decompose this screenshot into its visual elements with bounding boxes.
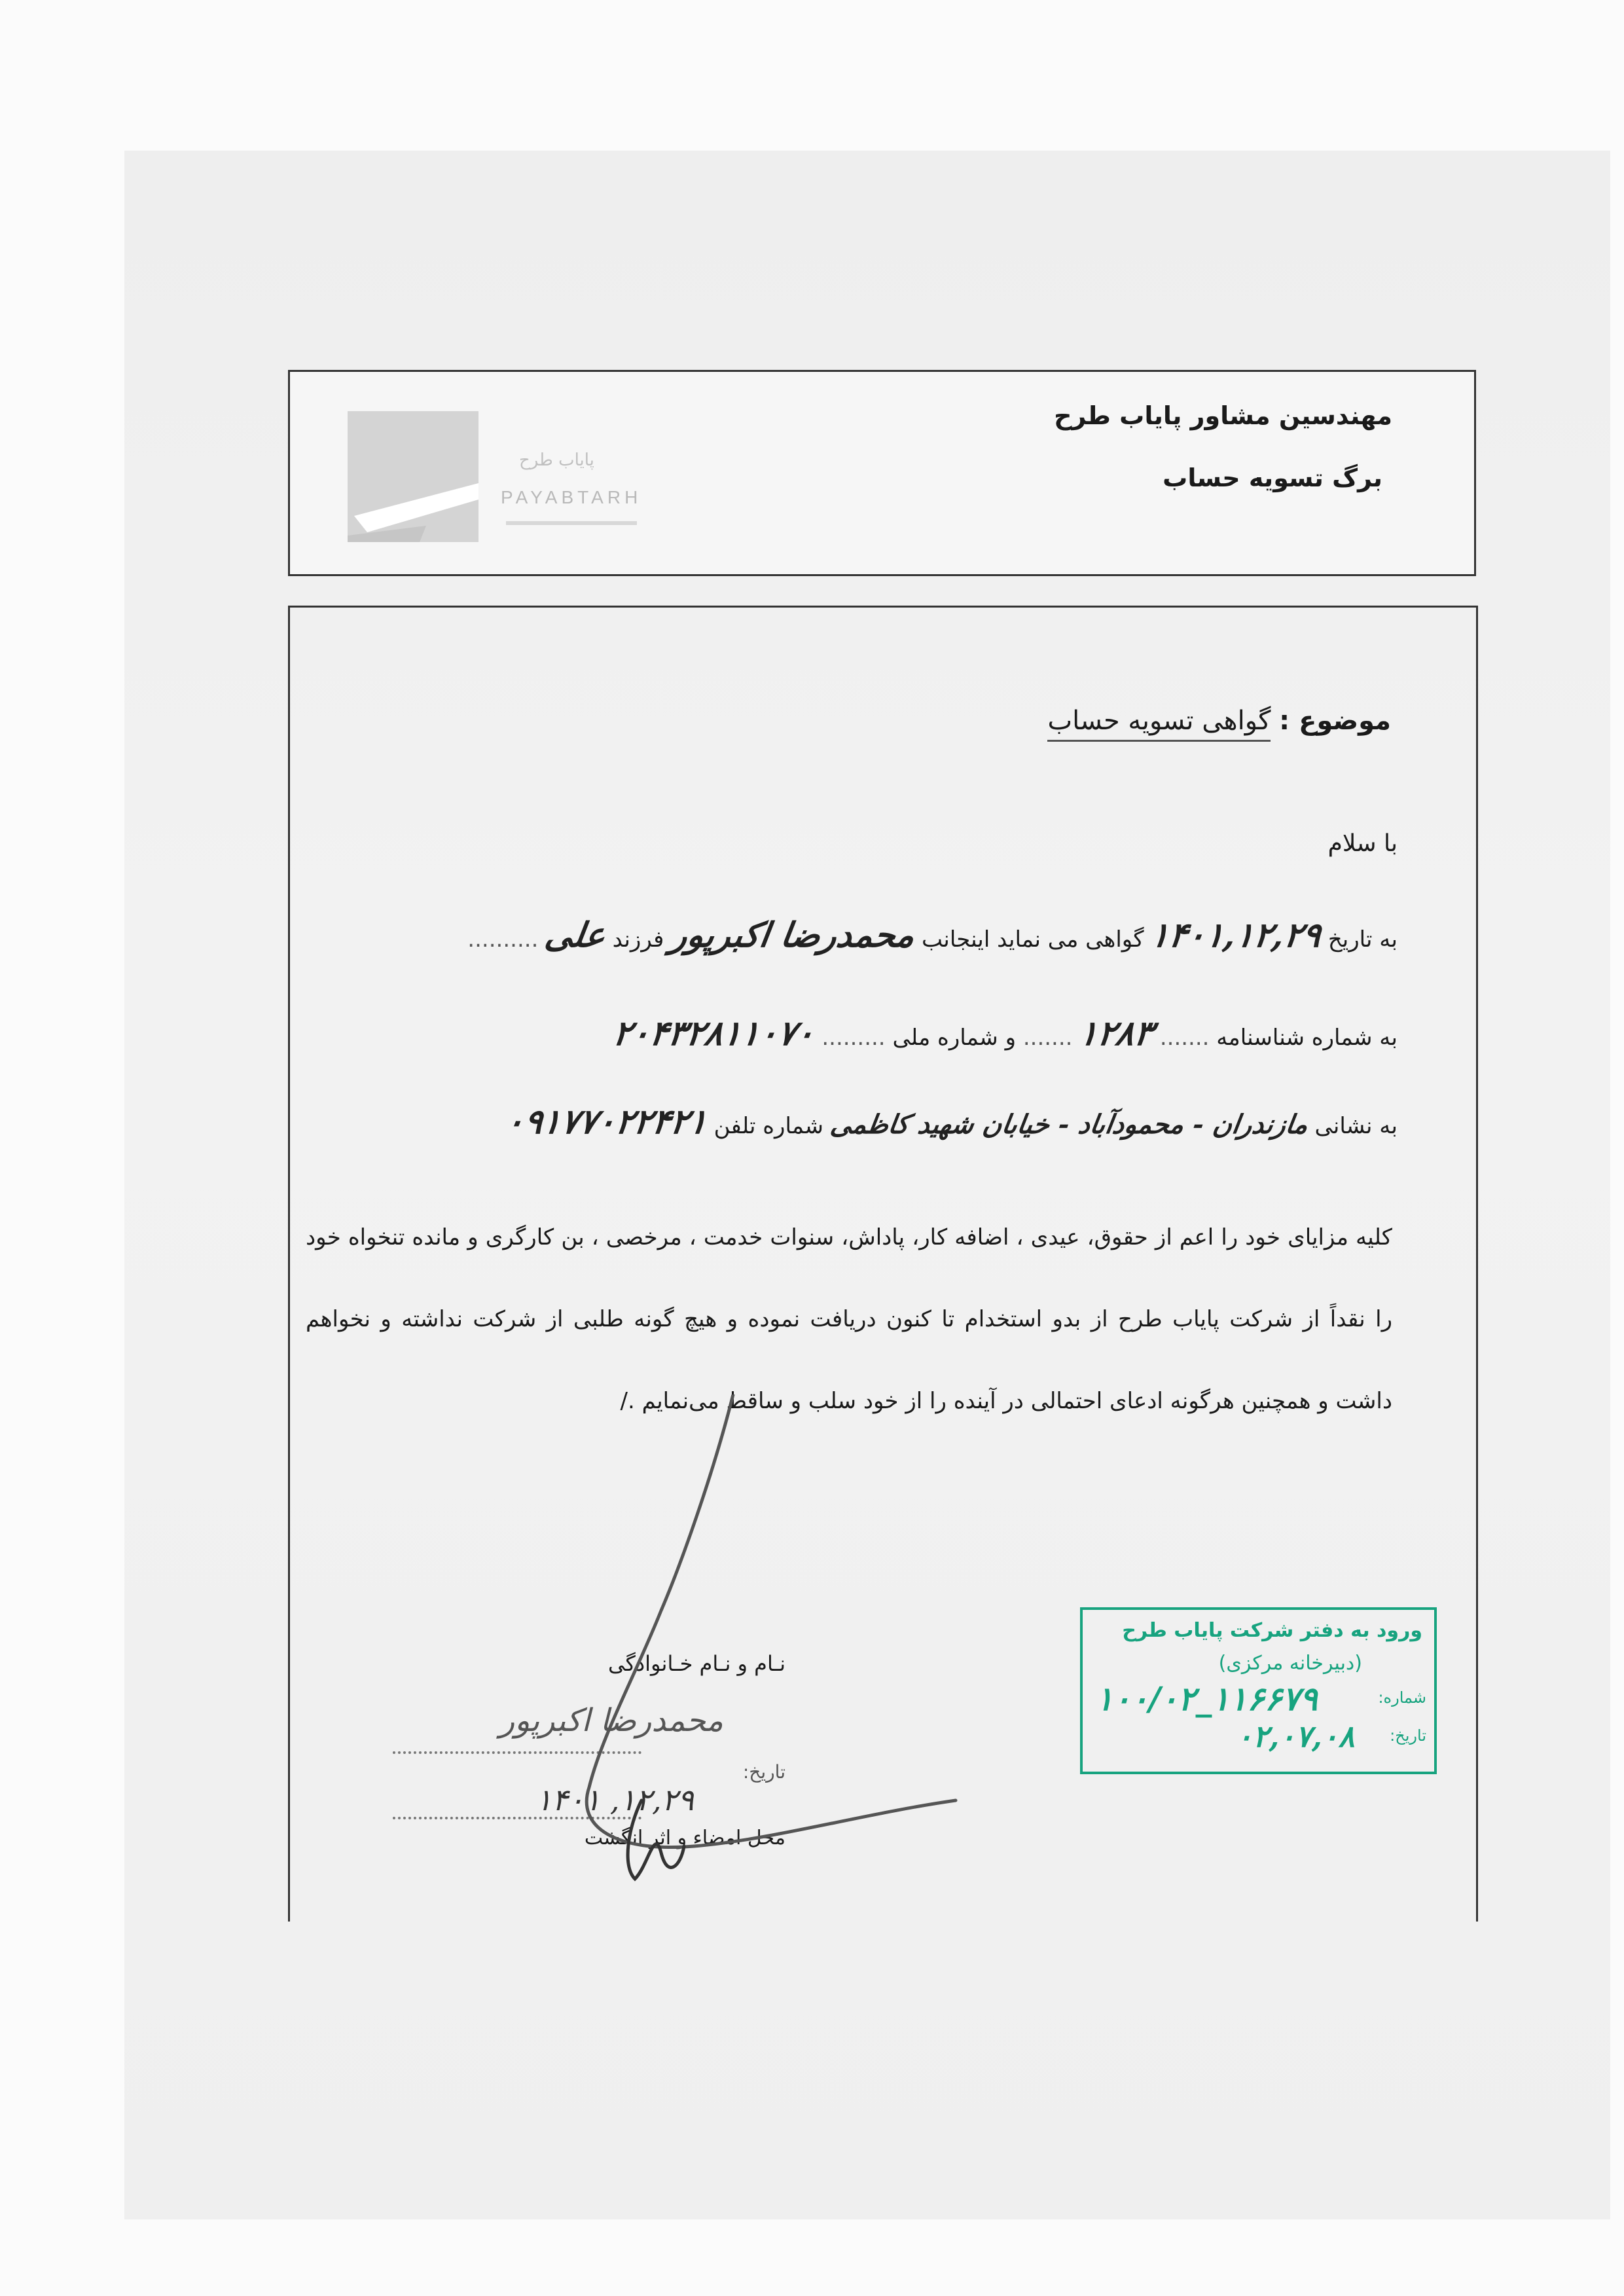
subject-line bbox=[1047, 706, 1391, 736]
registration-stamp bbox=[1080, 1607, 1437, 1774]
stamp-date: ۰۲,۰۷,۰۸ bbox=[1236, 1719, 1355, 1754]
line1-middle: گواهی می نماید اینجانب bbox=[922, 926, 1144, 953]
handwritten-father-name: علی bbox=[542, 915, 609, 955]
name-label: نـام و نـام خـانوادگی bbox=[607, 1651, 785, 1676]
dotted-fill: .......... bbox=[467, 926, 539, 953]
dotted-fill: ......... bbox=[821, 1025, 886, 1051]
handwritten-national-id: ۲۰۴۳۲۸۱۱۰۷۰ bbox=[611, 1013, 818, 1053]
dotted-fill: ....... bbox=[1022, 1025, 1073, 1051]
company-logo bbox=[348, 411, 498, 542]
stamp-title: ورود به دفتر شرکت پایاب طرح bbox=[1122, 1619, 1422, 1642]
company-name: مهندسین مشاور پایاب طرح bbox=[1054, 401, 1392, 430]
line3-prefix: به نشانی bbox=[1314, 1113, 1398, 1139]
stamp-subtitle: (دبیرخانه مرکزی) bbox=[1218, 1652, 1362, 1675]
line2-middle: و شماره ملی bbox=[892, 1025, 1017, 1051]
handwritten-date: ۱۴۰۱,۱۲,۲۹ bbox=[1148, 915, 1324, 955]
date-name-line bbox=[467, 915, 1398, 955]
handwritten-signer-date: ۱۴۰۱ ,۱۲,۲۹ bbox=[535, 1782, 694, 1817]
logo-tagline-bar bbox=[506, 521, 637, 525]
logo-text-fa: پایاب طرح bbox=[519, 450, 594, 470]
stamp-date-label: تاریخ: bbox=[1390, 1726, 1426, 1745]
handwritten-id-number: ۱۲۸۳ bbox=[1077, 1013, 1156, 1053]
line3-middle: شماره تلفن bbox=[713, 1113, 823, 1139]
line1-prefix: به تاریخ bbox=[1327, 926, 1398, 953]
line2-prefix: به شماره شناسنامه bbox=[1216, 1025, 1398, 1051]
handwritten-signature bbox=[563, 1394, 995, 1892]
handwritten-phone: ۰۹۱۷۷۰۲۲۴۲۱ bbox=[503, 1102, 710, 1142]
letterhead bbox=[288, 370, 1476, 576]
handwritten-full-name: محمدرضا اکبرپور bbox=[668, 915, 918, 955]
form-title: برگ تسویه حساب bbox=[1163, 464, 1382, 492]
signer-date-label: تاریخ: bbox=[742, 1761, 785, 1783]
stamp-number: ۱۰۰/۰۲_۱۱۶۶۷۹ bbox=[1096, 1679, 1318, 1718]
logo-text-latin: PAYABTARH bbox=[501, 487, 642, 507]
signature-place-label: محل امضاء و اثر انگشت bbox=[584, 1827, 785, 1850]
handwritten-signer-name: محمدرضا اکبرپور bbox=[499, 1702, 723, 1739]
subject-value: گواهی تسویه حساب bbox=[1047, 706, 1271, 742]
address-line bbox=[503, 1102, 1398, 1142]
line1-suffix: فرزند bbox=[612, 926, 664, 953]
stamp-number-label: شماره: bbox=[1378, 1688, 1426, 1707]
greeting: با سلام bbox=[1327, 830, 1398, 857]
subject-label: موضوع : bbox=[1279, 706, 1391, 736]
id-line bbox=[613, 1013, 1398, 1053]
dotted-fill: ....... bbox=[1159, 1025, 1210, 1051]
handwritten-address: مازندران - محمودآباد - خیابان شهید کاظمی bbox=[828, 1109, 1310, 1140]
declaration-paragraph: کلیه مزایای خود را اعم از حقوق، عیدی ، اضافه کار، پاداش، سنوات خدمت ، مرخصی ، بن کارگری و مانده تنخواه خود را نقداً از شرکت پایاب طرح از بدو استخدام تا کنون دریافت نموده و هیچ گونه طلبی از شرکت نداشته و نخواهم داشت و همچنین هرگونه ادعای احتمالی در آینده را از خود سلب و ساقط می‌نمایم ./ bbox=[306, 1224, 1392, 1414]
logo-mark-icon bbox=[348, 411, 478, 542]
